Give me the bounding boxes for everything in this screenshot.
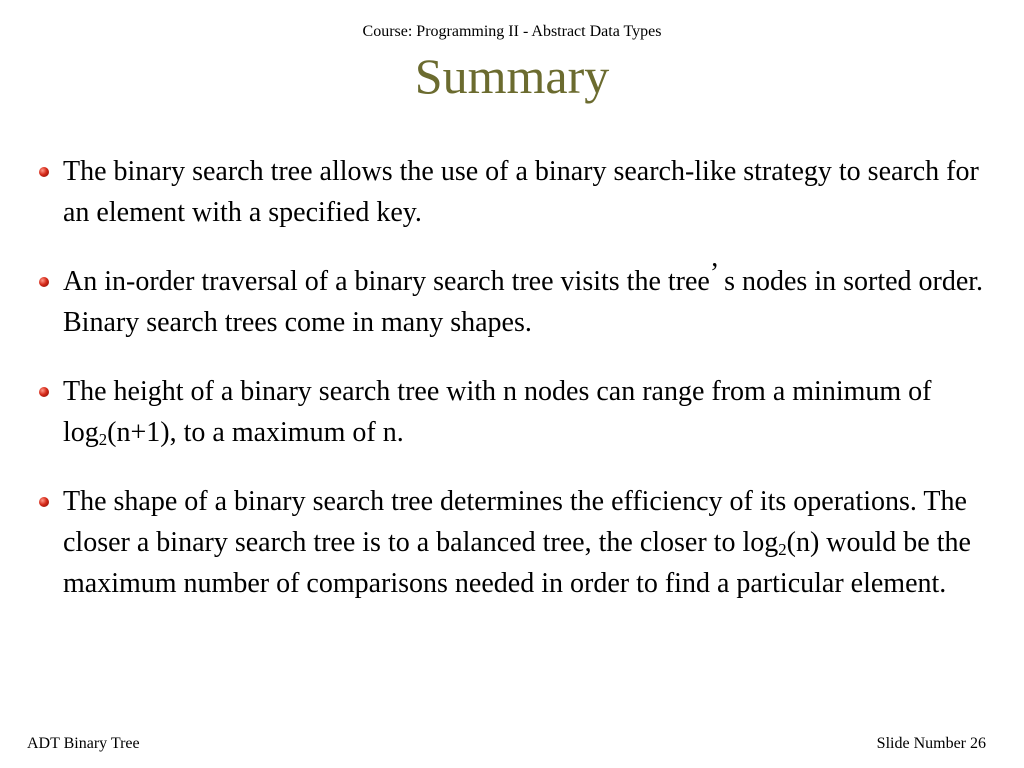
red-sphere-bullet-icon [39, 387, 49, 397]
course-header: Course: Programming II - Abstract Data Types [362, 23, 662, 40]
footer-course-name: ADT Binary Tree [27, 735, 140, 752]
bullet-text-part1: The shape of a binary search tree determines the efficiency of its operations. The closer a binary search tree is to a balanced tree, the closer to log [63, 486, 967, 558]
bullet-item-inorder-traversal [38, 257, 998, 343]
bullet-text-part2: (n) would be the maximum number of comparisons needed in order to find a particular element. [63, 527, 971, 599]
red-sphere-bullet-icon [39, 497, 49, 507]
bullet-text-part2: (n+1), to a maximum of n. [107, 417, 404, 448]
red-sphere-bullet-icon [39, 277, 49, 287]
bullet-item-search-strategy [38, 151, 998, 233]
bullet-text-part1: The height of a binary search tree with n nodes can range from a minimum of log [63, 376, 932, 448]
footer-slide-number: Slide Number 26 [876, 735, 986, 752]
bullet-text-part2: s nodes in sorted order. Binary search trees come in many shapes. [63, 266, 984, 338]
slide-title: Summary [414, 48, 610, 104]
red-sphere-bullet-icon [39, 167, 49, 177]
bullet-text: The binary search tree allows the use of a binary search-like strategy to search for an element with a specified key. [63, 156, 979, 228]
log-base-subscript: 2 [778, 540, 787, 560]
bullet-apostrophe: ’ [709, 257, 718, 289]
bullet-text-part1: An in-order traversal of a binary search tree visits the tree [63, 266, 710, 297]
bullet-item-tree-shape [38, 481, 998, 604]
log-base-subscript: 2 [98, 430, 108, 450]
bullet-list [38, 151, 998, 632]
bullet-item-tree-height [38, 371, 998, 453]
